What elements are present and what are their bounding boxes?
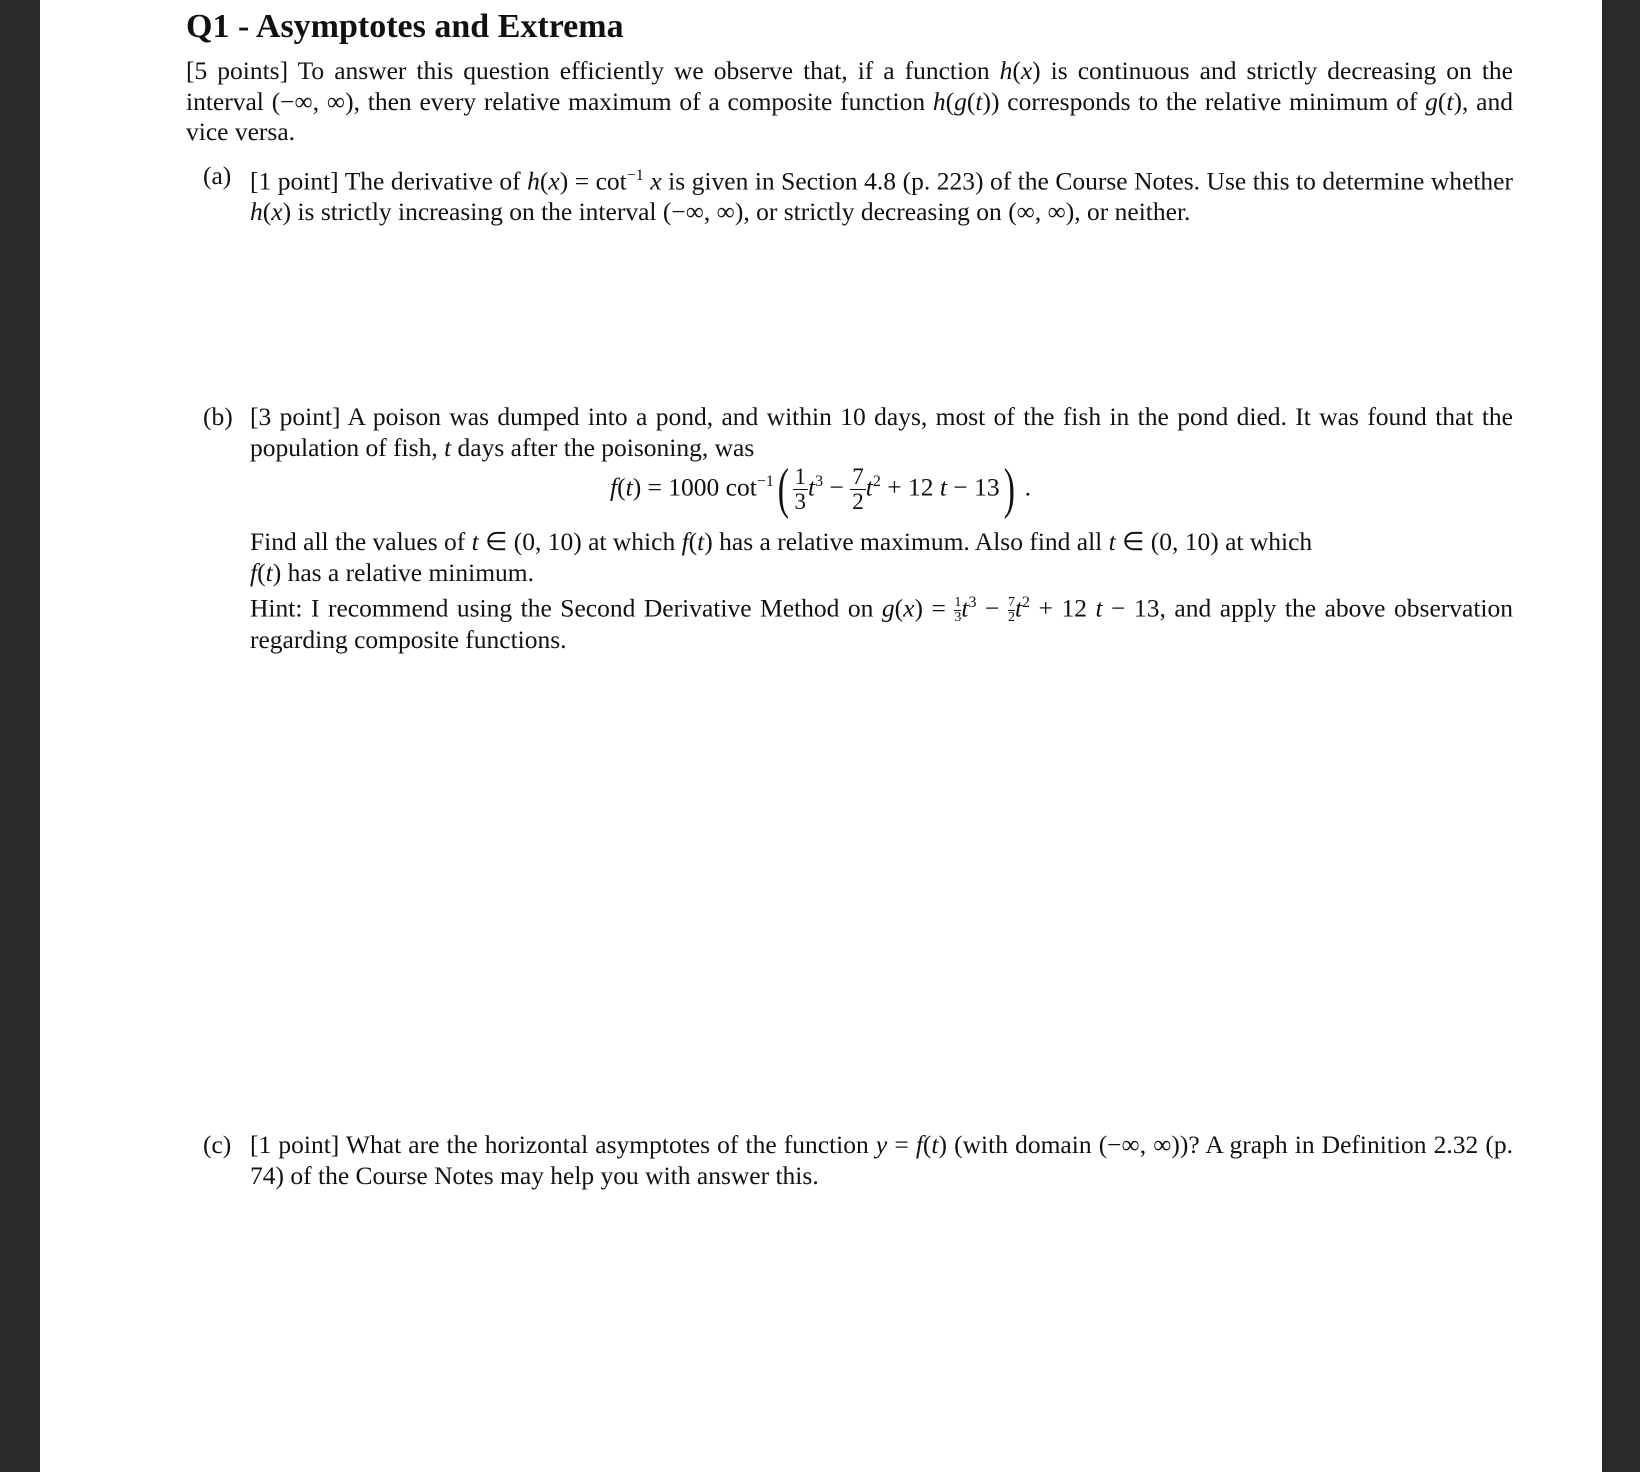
population-formula: f(t) = 1000 $\cot^{-1}$( $\frac{1}{3}$ $t^3$ − $\frac{7}{2}$ $t^2 + 12$ t − 13) .: [610, 458, 1032, 521]
part-a-label: (a): [203, 161, 232, 190]
part-a: [203, 161, 1513, 228]
part-b: [203, 402, 1513, 655]
page-title: Q1 - Asymptotes and Extrema: [186, 8, 624, 45]
intro-paragraph: [5 points] To answer this question efficiently we observe that, if a function h(x) is continuous and strictly decreasing on the interval (−∞, ∞), then every relative maximum of a composite function h(g(t)) corresponds to the relative minimum of g(t), and vice versa.: [186, 56, 1513, 146]
document-page: [40, 0, 1602, 1472]
part-b-label: (b): [203, 402, 233, 431]
part-c-label: (c): [203, 1130, 232, 1159]
part-c: [203, 1130, 1513, 1191]
part-b-task: Find all the values of t ∈ (0, 10) at which f(t) has a relative maximum. Also find all t ∈ (0, 10) at which f(t) has a relative minimum. Hint: I recommend using the Second Derivative Method on g(x) = $\frac{1}{3}$ $t^3$ − $\frac{7}{2}$ $t^2 + 12$ t − 13, and apply the above observation regarding composite functions.: [250, 527, 1513, 654]
part-a-text: [1 point] The derivative of $h(x) = \cot^{-1} x$ is given in Section 4.8 (p. 223) of the Course Notes. Use this to determine whether h(x) is strictly increasing on the interval (−∞, ∞), or strictly decreasing on (∞, ∞), or neither.: [250, 166, 1513, 226]
part-c-text: [1 point] What are the horizontal asymptotes of the function y = f(t) (with domain (−∞, ∞))? A graph in Definition 2.32 (p. 74) of the Course Notes may help you with answer this.: [250, 1130, 1513, 1190]
part-b-text: [3 point] A poison was dumped into a pond, and within 10 days, most of the fish in the pond died. It was found that the population of fish, t days after the poisoning, was: [250, 402, 1513, 462]
